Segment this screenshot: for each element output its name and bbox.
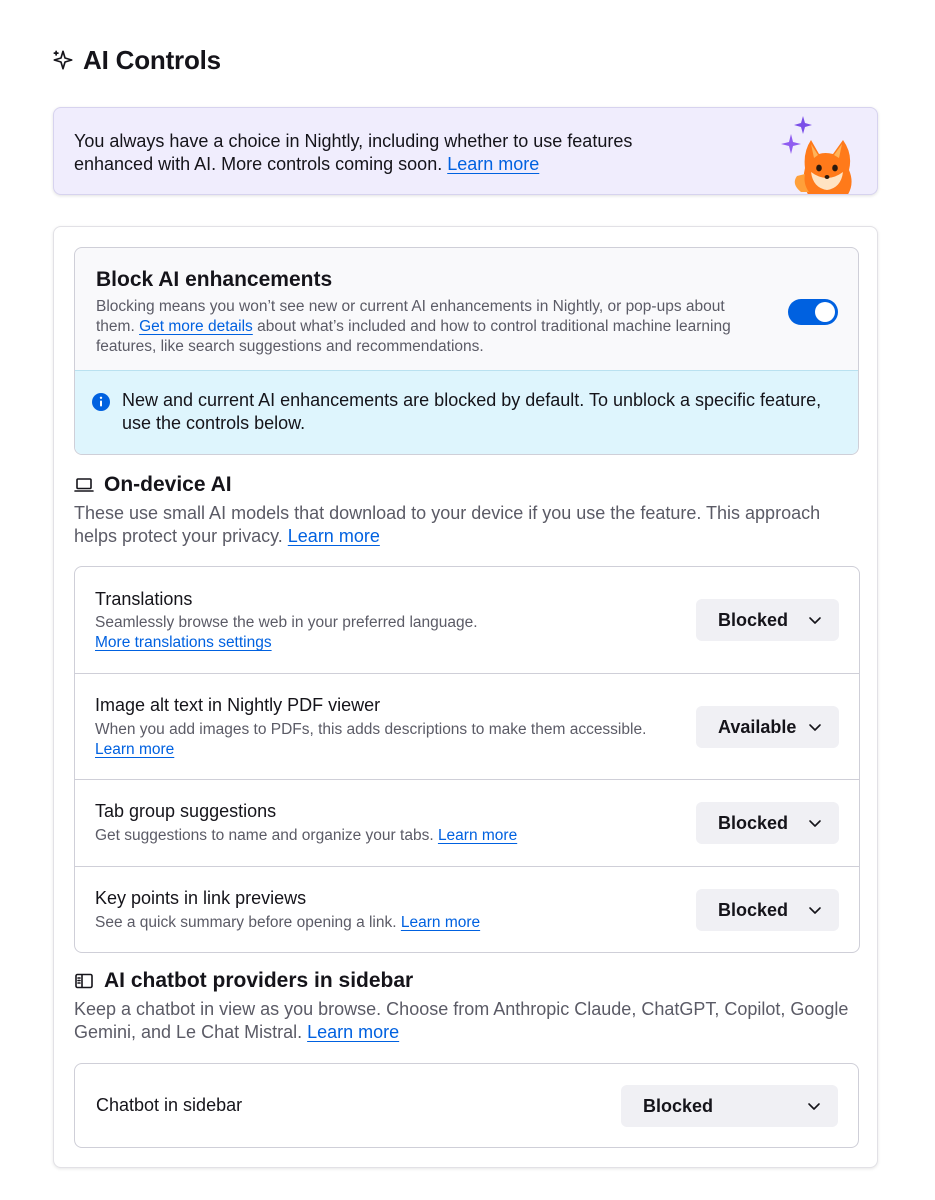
translations-select[interactable] — [696, 599, 839, 641]
on-device-learn-more-link[interactable]: Learn more — [287, 526, 380, 546]
info-banner — [53, 107, 878, 195]
chevron-down-icon — [807, 612, 823, 628]
select-value: Blocked — [643, 1095, 714, 1116]
feature-title: Chatbot in sidebar — [96, 1095, 243, 1115]
feature-description — [95, 720, 655, 760]
block-ai-section — [74, 247, 859, 455]
banner-message: You always have a choice in Nightly, including whether to use features enhanced with AI. More controls coming soon. — [74, 131, 633, 174]
chatbot-providers-description — [74, 998, 849, 1044]
feature-description — [95, 613, 655, 653]
on-device-ai-description — [74, 502, 849, 548]
block-ai-toggle[interactable] — [788, 299, 838, 325]
select-value: Blocked — [718, 609, 789, 630]
on-device-desc-text: These use small AI models that download to your device if you use the feature. This approach helps protect your privacy. — [74, 503, 821, 546]
block-desc-text-after: about what’s included and how to control traditional machine learning features, like search suggestions and recommendations. — [96, 318, 731, 355]
image-alt-learn-more-link[interactable]: Learn more — [95, 741, 175, 758]
block-ai-header — [75, 248, 858, 370]
chatbot-feature-list — [74, 1063, 859, 1148]
select-value: Blocked — [718, 899, 789, 920]
feature-desc-text: Seamlessly browse the web in your preferred language. — [95, 614, 478, 631]
feature-description — [95, 913, 655, 933]
feature-title: Translations — [95, 589, 193, 609]
feature-row-translations — [75, 567, 859, 674]
feature-row-tab-group-suggestions — [75, 780, 859, 867]
feature-title: Tab group suggestions — [95, 801, 277, 821]
chatbot-learn-more-link[interactable]: Learn more — [307, 1022, 400, 1042]
block-ai-description — [96, 297, 746, 357]
banner-learn-more-link[interactable]: Learn more — [447, 154, 540, 174]
on-device-ai-heading — [74, 471, 232, 499]
tab-group-suggestions-select[interactable] — [696, 802, 839, 844]
page-title: AI Controls — [83, 44, 221, 75]
select-value: Blocked — [718, 812, 789, 833]
ai-controls-card — [53, 226, 878, 1168]
feature-row-chatbot-sidebar — [75, 1064, 858, 1147]
chevron-down-icon — [807, 815, 823, 831]
laptop-icon — [74, 475, 94, 495]
info-text: New and current AI enhancements are blocked by default. To unblock a specific feature, use the controls below. — [122, 390, 822, 433]
on-device-feature-list — [74, 566, 860, 953]
feature-title: Key points in link previews — [95, 888, 307, 908]
page-header — [52, 40, 221, 80]
feature-row-key-points — [75, 867, 859, 952]
key-points-select[interactable] — [696, 889, 839, 931]
block-ai-title: Block AI enhancements — [96, 268, 333, 291]
chevron-down-icon — [806, 1098, 822, 1114]
chatbot-desc-text: Keep a chatbot in view as you browse. Choose from Anthropic Claude, ChatGPT, Copilot, Google Gemini, and Le Chat Mistral. — [74, 999, 849, 1042]
chatbot-providers-title: AI chatbot providers in sidebar — [104, 969, 414, 992]
feature-title: Image alt text in Nightly PDF viewer — [95, 695, 381, 715]
key-points-learn-more-link[interactable]: Learn more — [400, 914, 481, 931]
banner-text — [74, 130, 714, 176]
chatbot-providers-heading — [74, 967, 413, 995]
chatbot-sidebar-select[interactable] — [621, 1085, 838, 1127]
image-alt-text-select[interactable] — [696, 706, 839, 748]
toggle-knob — [815, 302, 835, 322]
sparkle-icon — [52, 49, 74, 71]
tab-groups-learn-more-link[interactable]: Learn more — [437, 827, 518, 844]
chevron-down-icon — [807, 719, 823, 735]
chevron-down-icon — [807, 902, 823, 918]
block-desc-text-before: Blocking means you won’t see new or current AI enhancements in Nightly, or pop-ups about them. — [96, 298, 725, 335]
feature-desc-text: When you add images to PDFs, this adds descriptions to make them accessible. — [95, 721, 647, 738]
feature-desc-text: See a quick summary before opening a link. — [95, 914, 397, 931]
on-device-ai-title: On-device AI — [104, 473, 232, 496]
more-translations-settings-link[interactable]: More translations settings — [95, 634, 272, 651]
select-value: Available — [718, 716, 797, 737]
fox-mascot-illustration — [781, 114, 861, 195]
blocked-info-message — [75, 370, 858, 455]
sidebar-icon — [74, 971, 94, 991]
get-more-details-link[interactable]: Get more details — [139, 318, 253, 335]
feature-description — [95, 826, 655, 846]
feature-row-image-alt-text — [75, 674, 859, 780]
feature-desc-text: Get suggestions to name and organize your tabs. — [95, 827, 434, 844]
info-icon — [91, 392, 111, 412]
